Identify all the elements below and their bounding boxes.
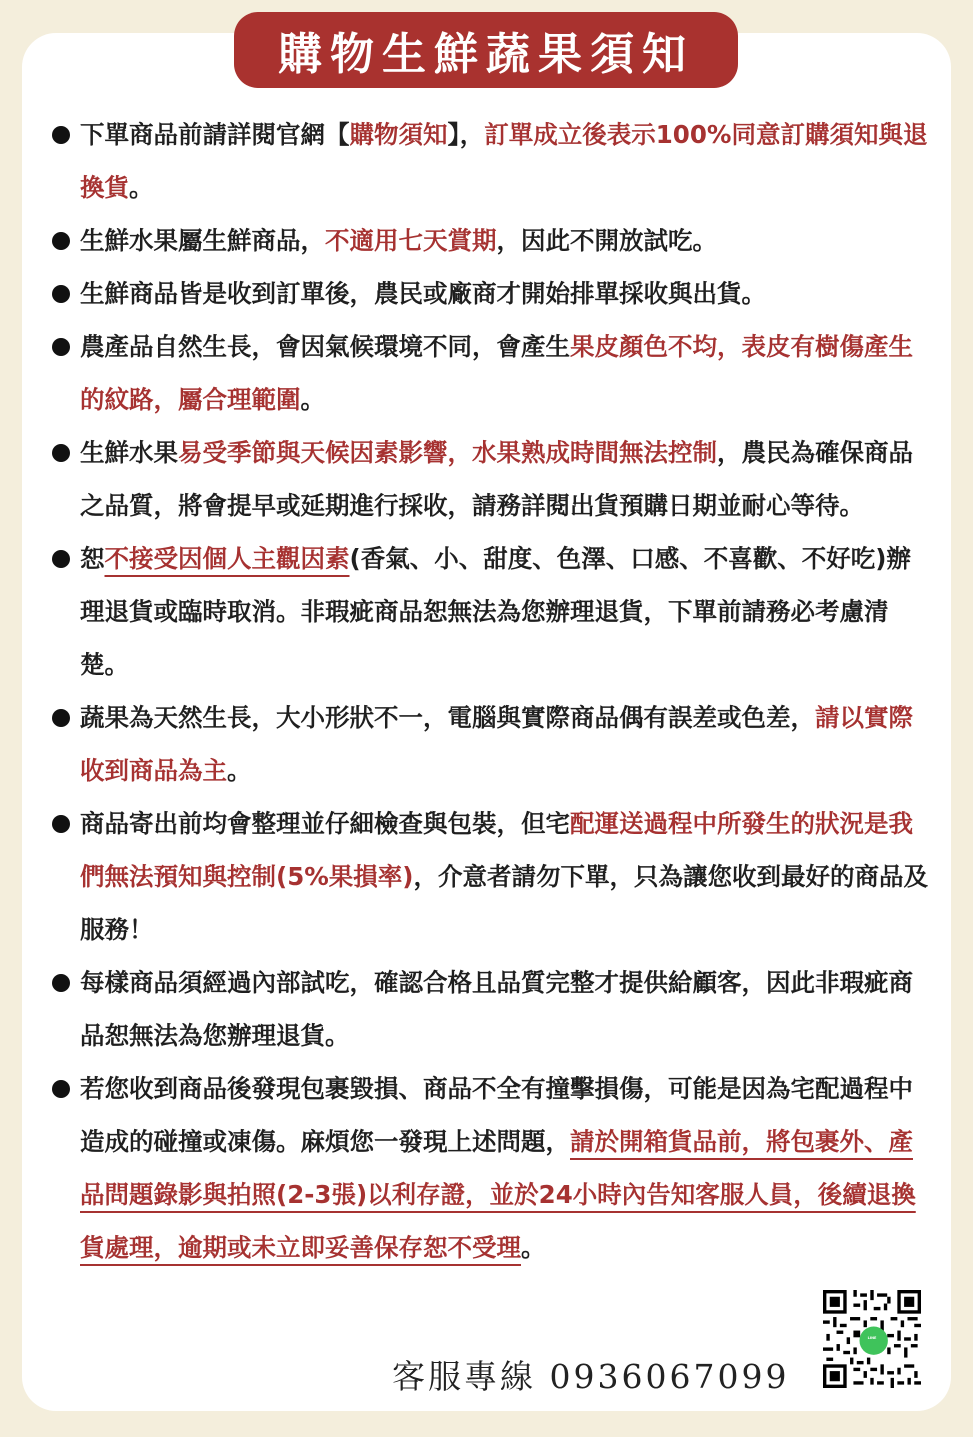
note-text: 生鮮水果屬生鮮商品， [80,226,325,255]
note-highlight: 不適用七天賞期 [325,226,497,255]
note-item [48,691,928,797]
note-text: ，因此不開放試吃。 [496,226,717,255]
note-text: 。 [129,173,154,202]
customer-service-hotline: 客服專線 0936067099 [392,1357,790,1396]
note-text: 蔬果為天然生長，大小形狀不一，電腦與實際商品偶有誤差或色差， [80,703,815,732]
notes-list [48,108,928,1274]
note-text: 生鮮水果 [80,438,178,467]
note-highlight: 請以實際收到商品為主 [80,703,913,785]
note-text: 若您收到商品後發現包裹毀損、商品不全有撞擊損傷，可能是因為宅配過程中造成的碰撞或凍傷。麻煩您一發現上述問題， [80,1074,913,1156]
note-text: 下單商品前請詳閱官網【 [80,120,350,149]
note-item [48,267,928,320]
note-text: 生鮮商品皆是收到訂單後，農民或廠商才開始排單採收與出貨。 [80,279,766,308]
note-item [48,320,928,426]
note-item [48,797,928,956]
note-item [48,426,928,532]
note-text: 。 [521,1233,546,1262]
bullet-icon [52,338,70,356]
note-text: ，介意者請勿下單，只為讓您收到最好的商品及服務！ [80,862,928,944]
note-highlight: 易受季節與天候因素影響，水果熟成時間無法控制 [178,438,717,467]
note-text: 商品寄出前均會整理並仔細檢查與包裝，但宅 [80,809,570,838]
note-text: (香氣、小、甜度、色澤、口感、不喜歡、不好吃)辦理退貨或臨時取消。非瑕疵商品恕無法為您辦理退貨，下單前請務必考慮清楚。 [80,544,911,679]
line-qr-code[interactable] [823,1290,921,1388]
bullet-icon [52,126,70,144]
note-item [48,108,928,214]
bullet-icon [52,550,70,568]
bullet-icon [52,444,70,462]
note-highlight: 購物須知 [349,120,448,149]
note-highlight: 請於開箱貨品前，將包裹外、產品問題錄影與拍照(2-3張)以利存證，並於24小時內告知客服人員，後續退換貨處理，逾期或未立即妥善保存恕不受理 [80,1127,916,1262]
note-item [48,1062,928,1274]
note-highlight: 果皮顏色不均，表皮有樹傷產生的紋路，屬合理範圍 [80,332,913,414]
note-text: ，農民為確保商品之品質，將會提早或延期進行採收，請務詳閱出貨預購日期並耐心等待。 [80,438,913,520]
note-item [48,532,928,691]
note-text: 農產品自然生長，會因氣候環境不同，會產生 [80,332,570,361]
bullet-icon [52,232,70,250]
note-highlight: 不接受因個人主觀因素 [104,544,350,573]
note-text: 每樣商品須經過內部試吃，確認合格且品質完整才提供給顧客，因此非瑕疵商品恕無法為您辦理退貨。 [80,968,913,1050]
page-title: 購物生鮮蔬果須知 [234,12,738,88]
note-highlight: 配運送過程中所發生的狀況是我們無法預知與控制(5%果損率) [80,809,913,891]
note-item [48,214,928,267]
note-text: 。 [300,385,325,414]
bullet-icon [52,1080,70,1098]
bullet-icon [52,974,70,992]
line-badge: LINE [867,1336,877,1340]
note-text: 恕 [80,544,105,573]
note-highlight: 訂單成立後表示100%同意訂購須知與退換貨 [80,120,928,202]
bullet-icon [52,709,70,727]
note-text: 】， [447,120,485,149]
bullet-icon [52,815,70,833]
bullet-icon [52,285,70,303]
note-text: 。 [227,756,252,785]
note-item [48,956,928,1062]
